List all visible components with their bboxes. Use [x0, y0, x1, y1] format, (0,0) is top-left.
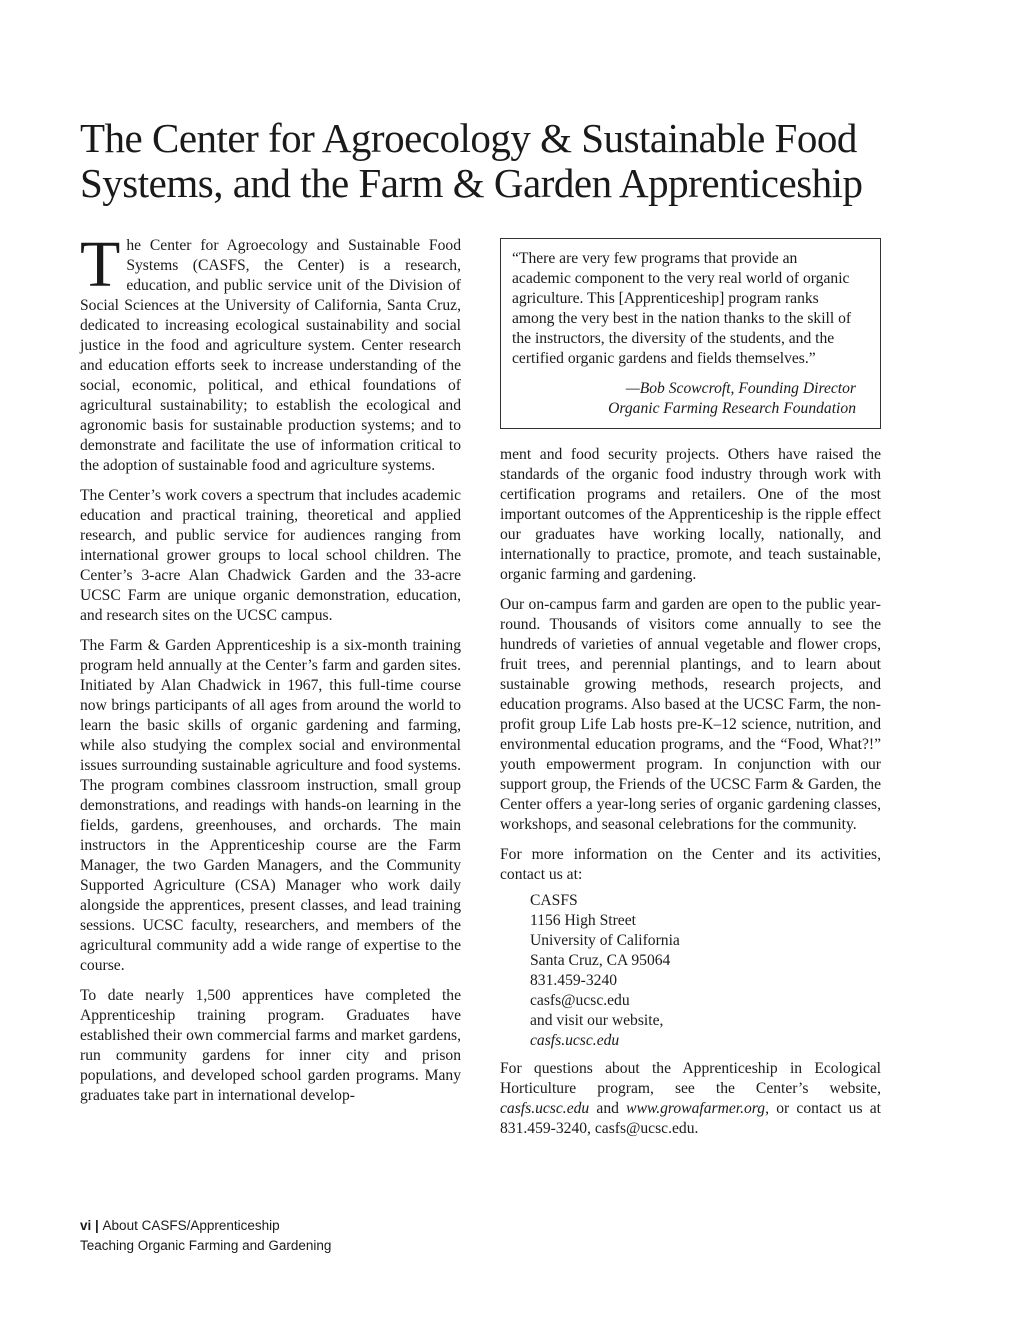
right-column [500, 236, 881, 1149]
footer-separator: | [91, 1218, 103, 1233]
address-street: 1156 High Street [530, 912, 636, 929]
footer-section: About CASFS/Apprenticeship [102, 1218, 280, 1233]
left-column [80, 228, 461, 1116]
casfs-site-link[interactable]: casfs.ucsc.edu [500, 1100, 590, 1117]
footer-line-1 [80, 1216, 331, 1236]
website-prefix: and visit our website, [530, 1012, 664, 1029]
drop-cap: T [80, 228, 121, 301]
apprenticeship-paragraph: The Farm & Garden Apprenticeship is a six-month training program held annually at the Center’s farm and garden sites. Initiated by Alan Chadwick in 1967, this full-time course now brings participants of all ages from around the world to learn the basic skills of organic gardening and farming, while also studying the complex social and environmental issues surrounding sustainable agriculture and food systems. The program combines classroom instruction, small group demonstrations, and readings with hands-on learning in the fields, gardens, greenhouses, and orchards. The main instructors in the Apprenticeship course are the Farm Manager, the two Garden Managers, and the Community Supported Agriculture (CSA) Manager who work daily alongside the apprentices, present classes, and lead training sessions. UCSC faculty, researchers, and members of the agricultural community add a wide range of expertise to the course. [80, 637, 461, 974]
visitors-paragraph: Our on-campus farm and garden are open to the public year-round. Thousands of visitors come annually to see the hundreds of varieties of annual vegetable and flower crops, fruit trees, and perennial plantings, and to learn about sustainable growing methods, research projects, and education programs. Also based at the UCSC Farm, the non-profit group Life Lab hosts pre-K–12 science, nutrition, and environmental education programs, and the “Food, What?!” youth empowerment program. In conjunction with our support group, the Friends of the UCSC Farm & Garden, the Center offers a year-long series of organic gardening classes, workshops, and seasonal celebrations for the community. [500, 596, 881, 833]
intro-paragraph [80, 228, 461, 476]
work-paragraph: The Center’s work covers a spectrum that includes academic education and practical training, theoretical and applied research, and public service for audiences ranging from international grower groups to local school children. The Center’s 3-acre Alan Chadwick Garden and the 33-acre UCSC Farm are unique organic demonstration, education, and research sites on the UCSC campus. [80, 487, 461, 624]
website-link[interactable]: casfs.ucsc.edu [530, 1032, 620, 1049]
intro-text: he Center for Agroecology and Sustainable Food Systems (CASFS, the Center) is a research, education, and public service unit of the Division of Social Sciences at the University of California, Santa Cruz, dedicated to increasing ecological sustainability and social justice in the food and agriculture system. Center research and education efforts seek to increase understanding of the social, economic, political, and ethical foundations of agricultural sustainability; to establish the ecological and agronomic basis for sustainable production systems; and to demonstrate and facilitate the use of information critical to the adoption of sustainable food and agriculture systems. [80, 237, 461, 474]
questions-text-b: and [589, 1100, 627, 1117]
address-website-line [530, 1011, 881, 1051]
title-line-1: The Center for Agroecology & Sustainable Food [80, 115, 857, 161]
questions-text-c: or contact us at 831.459-3240, casfs@ucsc.edu. [500, 1100, 881, 1137]
quote-text: “There are very few programs that provide an academic component to the very real world of organic agriculture. This [Apprenticeship] program ranks among the very best in the nation thanks to the skill of the instructors, the diversity of the students, and the certified organic gardens and fields themselves.” [512, 250, 852, 367]
pull-quote [500, 238, 881, 429]
address-city: Santa Cruz, CA 95064 [530, 952, 671, 969]
address-email: casfs@ucsc.edu [530, 992, 630, 1009]
page-footer [80, 1216, 331, 1256]
attribution-org: Organic Farming Research Foundation [608, 400, 856, 417]
footer-book-title: Teaching Organic Farming and Gardening [80, 1238, 332, 1253]
address-phone: 831.459-3240 [530, 972, 618, 989]
graduates-paragraph: To date nearly 1,500 apprentices have completed the Apprenticeship training program. Graduates have established their own commercial farms and market gardens, run community gardens for inner city and prison populations, and developed school garden programs. Many graduates take part in international develop- [80, 987, 461, 1104]
attribution-name: —Bob Scowcroft, Founding Director [625, 380, 856, 397]
address-org: University of California [530, 932, 680, 949]
contact-intro: For more information on the Center and its activities, contact us at: [500, 846, 881, 883]
page-title [80, 116, 960, 206]
questions-text-a: For questions about the Apprenticeship in Ecological Horticulture program, see the Center’s website, [500, 1060, 881, 1097]
title-line-2: Systems, and the Farm & Garden Apprenticeship [80, 160, 863, 206]
questions-paragraph [500, 1059, 881, 1139]
quote-attribution [512, 379, 856, 419]
page-number: vi [80, 1218, 92, 1233]
outcomes-paragraph: ment and food security projects. Others have raised the standards of the organic food industry through work with certification programs and retailers. One of the most important outcomes of the Apprenticeship is the ripple effect our graduates have working locally, nationally, and internationally to practice, promote, and teach sustainable, organic farming and gardening. [500, 446, 881, 583]
address-name: CASFS [530, 892, 578, 909]
growafarmer-link[interactable]: www.growafarmer.org, [626, 1100, 769, 1117]
contact-address [500, 891, 881, 1051]
